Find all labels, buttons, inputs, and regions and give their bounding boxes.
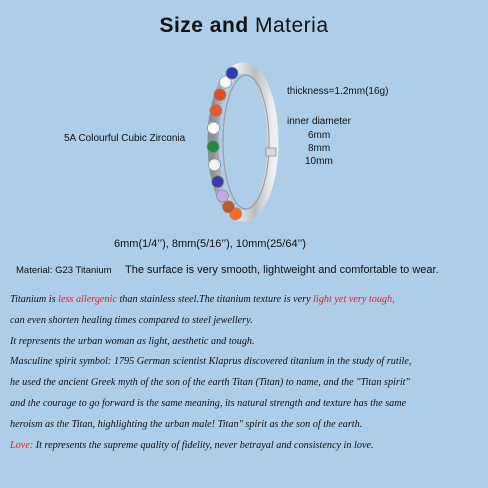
- diameter-6mm: 6mm: [308, 130, 331, 141]
- desc-line-5: he used the ancient Greek myth of the son of the earth Titan (Titan) to name, and the "Titan spirit": [10, 377, 410, 389]
- zirconia-stone: [212, 176, 224, 188]
- page-title: [0, 14, 488, 38]
- zirconia-stone: [207, 141, 219, 153]
- zirconia-stone: [209, 159, 221, 171]
- zirconia-stone: [210, 105, 222, 117]
- desc-text: than stainless steel.The titanium texture is very: [116, 294, 314, 305]
- stone-label: 5A Colourful Cubic Zirconia: [64, 133, 186, 144]
- hinge-joint: [266, 148, 276, 156]
- ring-illustration: [185, 62, 295, 222]
- thickness-label: thickness=1.2mm(16g): [287, 86, 389, 97]
- desc-line-6: and the courage to go forward is the same meaning, its natural strength and texture has the same: [10, 397, 407, 409]
- desc-line-1: [10, 290, 486, 311]
- diameter-10mm: 10mm: [305, 156, 333, 167]
- zirconia-stone: [208, 122, 220, 134]
- highlight-less-allergenic: less allergenic: [58, 294, 117, 305]
- zirconia-stone: [217, 190, 229, 202]
- desc-line-8: [10, 436, 486, 457]
- desc-line-4: Masculine spirit symbol: 1795 German scientist Klaprus discovered titanium in the study of rutile,: [10, 356, 412, 368]
- title-bold: Size and: [159, 14, 249, 37]
- surface-text: The surface is very smooth, lightweight and comfortable to wear.: [125, 264, 439, 276]
- desc-text: It represents the supreme quality of fidelity, never betrayal and consistency in love.: [33, 439, 374, 451]
- desc-line-2: can even shorten healing times compared to steel jewellery.: [10, 314, 253, 326]
- inner-diameter-label: inner diameter: [287, 116, 351, 127]
- sizes-line: 6mm(1/4’’), 8mm(5/16’’), 10mm(25/64’’): [114, 238, 306, 250]
- material-label: Material: G23 Titanium: [16, 265, 112, 276]
- highlight-light-tough: light yet very tough,: [313, 294, 395, 305]
- zirconia-stone: [226, 67, 238, 79]
- love-label: Love:: [10, 439, 34, 451]
- desc-text: Titanium is: [10, 294, 59, 305]
- ring-inner-edge: [223, 75, 269, 209]
- diameter-8mm: 8mm: [308, 143, 331, 154]
- zirconia-stone: [214, 89, 226, 101]
- zirconia-stone: [223, 201, 235, 213]
- desc-line-7: heroism as the Titan, highlighting the urban male! Titan" spirit as the son of the earth.: [10, 418, 363, 430]
- description: [10, 290, 486, 456]
- title-rest: Materia: [255, 14, 329, 37]
- desc-line-3: It represents the urban woman as light, aesthetic and tough.: [10, 335, 255, 347]
